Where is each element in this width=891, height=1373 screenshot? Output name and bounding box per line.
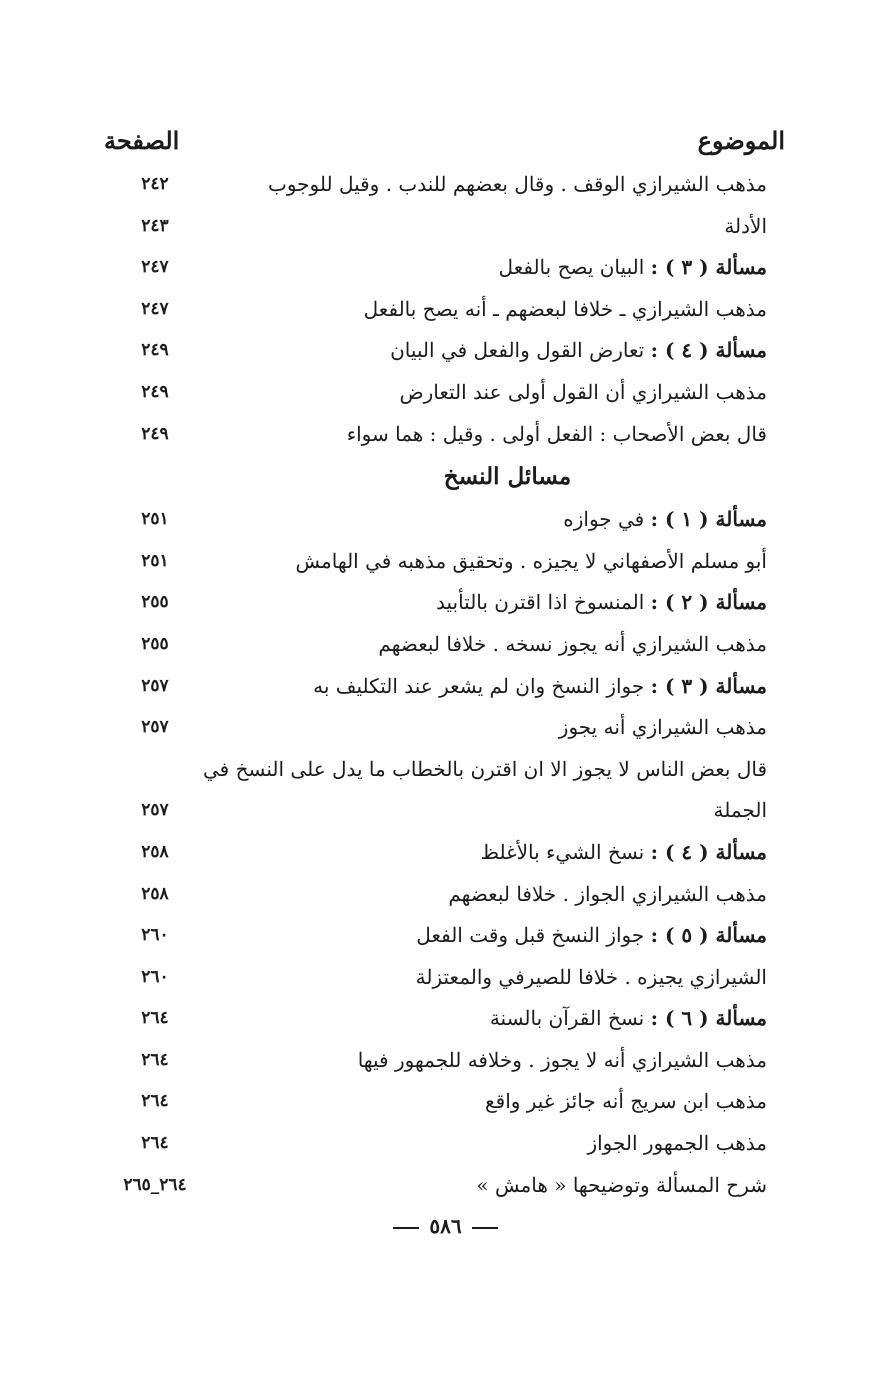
table-row <box>100 790 785 832</box>
table-row <box>100 874 785 916</box>
row-topic: جواز النسخ وان لم يشعر عند التكليف به <box>313 673 645 698</box>
row-topic: مذهب الشيرازي الجواز . خلافا لبعضهم <box>448 881 767 906</box>
row-topic: مذهب الشيرازي الوقف . وقال بعضهم للندب . وقيل للوجوب <box>268 172 767 196</box>
table-row <box>100 1040 785 1082</box>
row-topic: أبو مسلم الأصفهاني لا يجيزه . وتحقيق مذهبه في الهامش <box>295 548 767 573</box>
table-header <box>100 120 785 164</box>
row-topic: مذهب الشيرازي أن القول أولى عند التعارض <box>399 379 767 404</box>
row-page-number: ٢٥٥ <box>141 633 169 654</box>
row-topic: شرح المسألة وتوضيحها « هامش » <box>476 1172 767 1197</box>
table-row <box>100 247 785 289</box>
table-row <box>100 666 785 708</box>
row-page-number: ٢٤٣ <box>141 215 169 236</box>
page-number: ٥٨٦ <box>429 1214 462 1238</box>
row-topic: مذهب ابن سريج أنه جائز غير واقع <box>484 1089 767 1114</box>
row-page-number: ٢٤٩ <box>141 381 169 402</box>
table-row <box>100 372 785 414</box>
table-row <box>100 206 785 248</box>
row-topic: نسخ القرآن بالسنة <box>489 1006 645 1031</box>
question-label: مسألة ( ٣ ) : <box>650 673 767 698</box>
question-label: مسألة ( ٥ ) : <box>650 923 767 948</box>
row-topic: جواز النسخ قبل وقت الفعل <box>416 923 645 948</box>
row-topic: في جوازه <box>563 507 645 532</box>
section-heading: مسائل النسخ <box>443 463 572 491</box>
row-page-number: ٢٥١ <box>141 509 169 530</box>
row-page-number: ٢٥٥ <box>141 592 169 613</box>
question-label: مسألة ( ٤ ) : <box>650 839 767 864</box>
table-row <box>100 1165 785 1207</box>
row-page-number: ٢٥١ <box>141 550 169 571</box>
table-row <box>100 957 785 999</box>
row-topic: قال بعض الناس لا يجوز الا ان اقترن بالخطاب ما يدل على النسخ في <box>203 756 767 781</box>
row-page-number: ٢٥٧ <box>141 675 169 696</box>
page-column-header: الصفحة <box>104 126 180 155</box>
right-dash <box>393 1227 419 1229</box>
row-page-number: ٢٦٤ <box>141 1008 169 1029</box>
table-row <box>100 330 785 372</box>
page-footer <box>0 1214 891 1238</box>
question-label: مسألة ( ٤ ) : <box>650 338 767 363</box>
row-page-number: ٢٥٨ <box>141 841 169 862</box>
row-page-number: ٢٤٧ <box>141 298 169 319</box>
row-page-number: ٢٦٤ <box>141 1049 169 1070</box>
row-page-number: ٢٦٤ <box>141 1133 169 1154</box>
table-row <box>100 707 785 749</box>
row-page-number: ٢٦٠ <box>141 966 169 987</box>
row-topic: الجملة <box>713 798 767 823</box>
row-topic: مذهب الشيرازي أنه يجوز نسخه . خلافا لبعضهم <box>378 631 767 656</box>
table-row <box>100 832 785 874</box>
table-row <box>100 414 785 456</box>
row-topic: البيان يصح بالفعل <box>498 255 645 280</box>
row-topic: مذهب الجمهور الجواز <box>587 1131 767 1156</box>
table-row <box>100 541 785 583</box>
row-page-number: ٢٦٤ <box>141 1091 169 1112</box>
table-row <box>100 624 785 666</box>
table-row <box>100 499 785 541</box>
row-topic: تعارض القول والفعل في البيان <box>390 338 645 363</box>
row-page-number: ٢٤٢ <box>141 174 169 194</box>
table-row <box>100 582 785 624</box>
table-row <box>100 1081 785 1123</box>
question-label: مسألة ( ١ ) : <box>650 507 767 532</box>
row-topic: نسخ الشيء بالأغلظ <box>480 839 645 864</box>
table-row <box>100 915 785 957</box>
left-dash <box>472 1227 498 1229</box>
row-page-number: ٢٤٧ <box>141 257 169 278</box>
row-topic: الأدلة <box>724 213 767 238</box>
row-topic: مذهب الشيرازي أنه يجوز <box>558 715 767 740</box>
row-page-number: ٢٥٨ <box>141 883 169 904</box>
table-row <box>100 998 785 1040</box>
table-row <box>100 164 785 206</box>
row-page-number: ٢٤٩ <box>141 423 169 444</box>
row-page-number: ٢٦٤_٢٦٥ <box>123 1174 187 1195</box>
row-page-number: ٢٤٩ <box>141 340 169 361</box>
table-row <box>100 289 785 331</box>
row-topic: مذهب الشيرازي ـ خلافا لبعضهم ـ أنه يصح بالفعل <box>363 296 767 321</box>
question-label: مسألة ( ٦ ) : <box>650 1006 767 1031</box>
table-row <box>100 1123 785 1165</box>
row-topic: الشيرازي يجيزه . خلافا للصيرفي والمعتزلة <box>415 964 767 989</box>
row-topic: مذهب الشيرازي أنه لا يجوز . وخلافه للجمهور فيها <box>357 1047 767 1072</box>
row-page-number: ٢٥٧ <box>141 800 169 821</box>
row-page-number: ٢٦٠ <box>141 925 169 946</box>
topic-column-header: الموضوع <box>697 126 785 155</box>
index-table <box>100 164 785 1206</box>
row-topic: المنسوخ اذا اقترن بالتأبيد <box>435 590 645 615</box>
row-topic: قال بعض الأصحاب : الفعل أولى . وقيل : هما سواء <box>346 421 767 446</box>
row-page-number: ٢٥٧ <box>141 717 169 738</box>
question-label: مسألة ( ٣ ) : <box>650 255 767 280</box>
table-row <box>100 749 785 791</box>
question-label: مسألة ( ٢ ) : <box>650 590 767 615</box>
